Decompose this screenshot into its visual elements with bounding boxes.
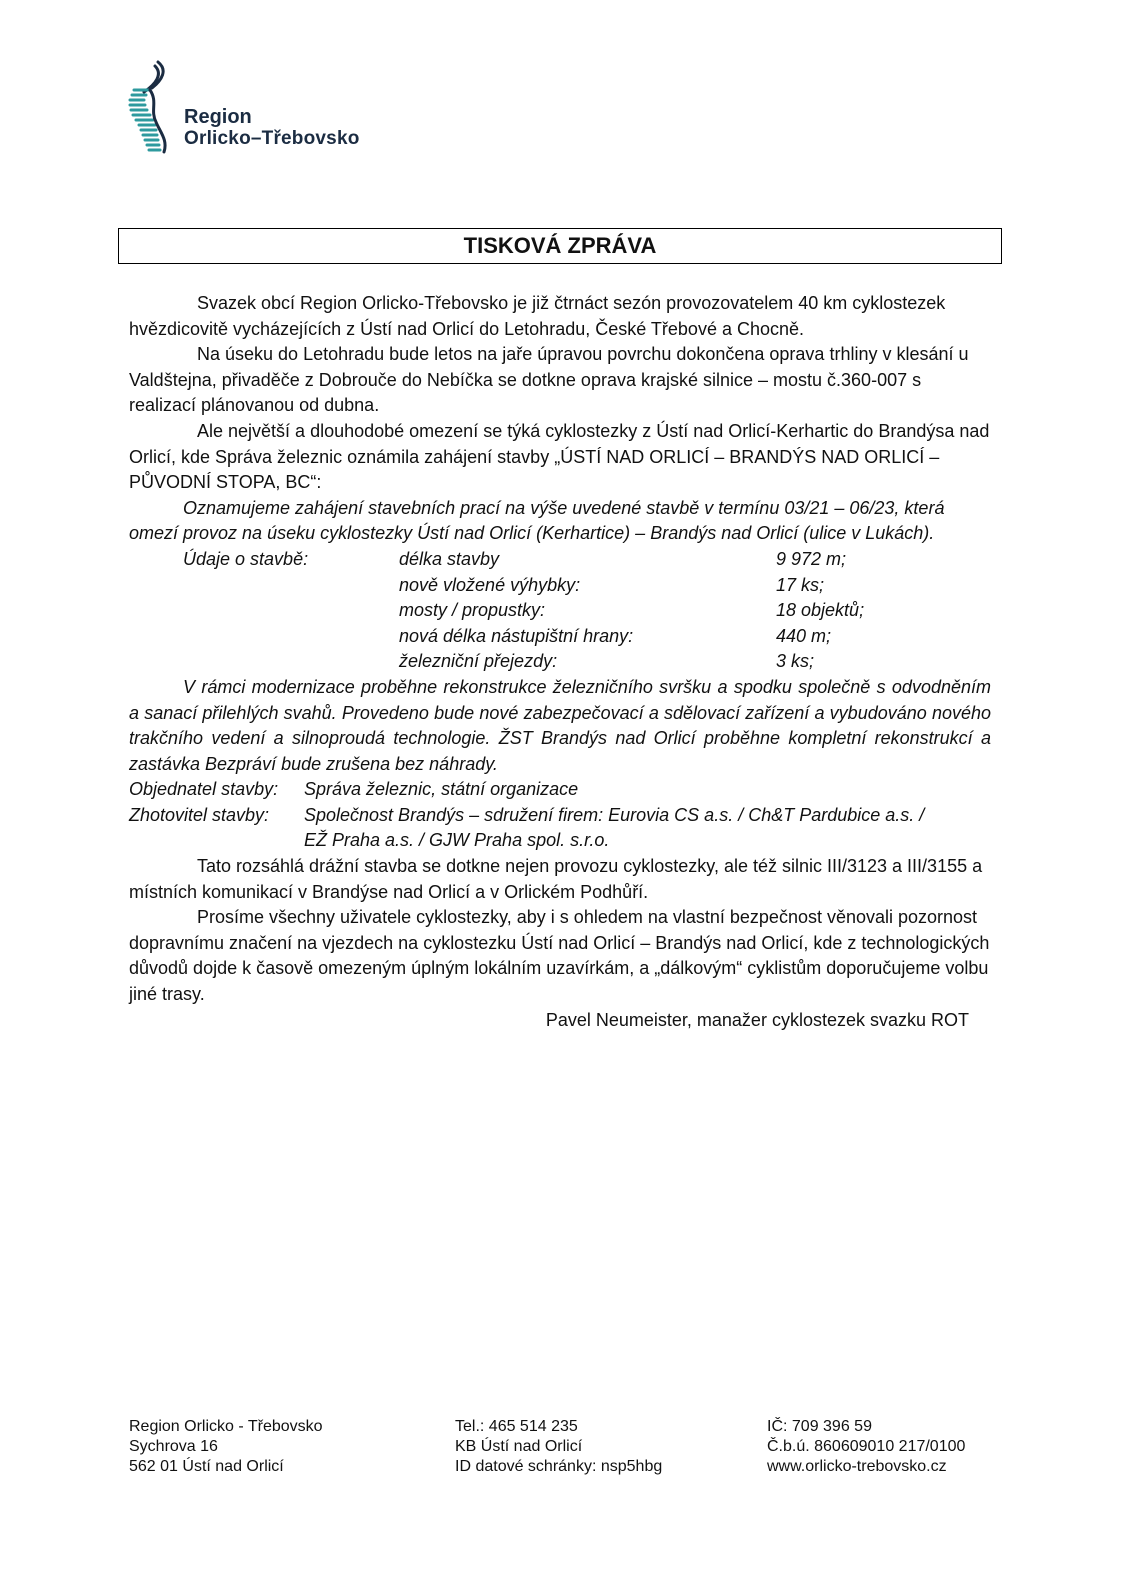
objednatel-label: Objednatel stavby: <box>129 779 279 800</box>
paragraph-6: Tato rozsáhlá drážní stavba se dotkne nejen provozu cyklostezky, ale též silnic III/3123 a III/3155 a místních komunikací v Brandýse nad Orlicí a v Orlickém Podhůří. <box>129 856 983 902</box>
footer-address <box>129 1417 323 1477</box>
stavba-row <box>129 649 991 675</box>
footer-line: Sychrova 16 <box>129 1438 218 1455</box>
zhotovitel-row <box>129 803 991 854</box>
stavba-item-value: 18 objektů; <box>776 600 865 621</box>
stavba-item-value: 9 972 m; <box>776 548 847 569</box>
zhotovitel-line-1: Společnost Brandýs – sdružení firem: Eurovia CS a.s. / Ch&T Pardubice a.s. / <box>304 804 925 825</box>
objednatel-row <box>129 777 991 803</box>
stavba-label: Údaje o stavbě: <box>183 548 309 569</box>
footer-website-link[interactable]: www.orlicko-trebovsko.cz <box>767 1458 947 1475</box>
paragraph-4: Oznamujeme zahájení stavebních prací na výše uvedené stavbě v termínu 03/21 – 06/23, která omezí provoz na úseku cyklostezky Ústí nad Orlicí (Kerhartice) – Brandýs nad Orlicí (ulice v Lukách). <box>129 497 945 544</box>
stavba-item-name: délka stavby <box>399 548 500 569</box>
logo-text <box>184 106 360 150</box>
stavba-item-value: 17 ks; <box>776 574 825 595</box>
logo <box>128 60 418 155</box>
paragraph-5: V rámci modernizace proběhne rekonstrukce železničního svršku a spodku společně s odvodněním a sanací přilehlých svahů. Provedeno bude nové zabezpečovací a sdělovací zařízení a vybudováno nového trakčního vedení a silnoproudá technologie. ŽST Brandýs nad Orlicí proběhne kompletní rekonstrukcí a zastávka Bezpráví bude zrušena bez náhrady. <box>129 676 991 774</box>
logo-line-1: Region <box>184 106 252 128</box>
footer-contact <box>455 1417 662 1477</box>
footer-line: ID datové schránky: nsp5hbg <box>455 1458 663 1475</box>
paragraph-3: Ale největší a dlouhodobé omezení se týká cyklostezky z Ústí nad Orlicí-Kerhartic do Brandýsa nad Orlicí, kde Správa železnic oznámila zahájení stavby „ÚSTÍ NAD ORLICÍ – BRANDÝS NAD ORLICÍ – PŮVODNÍ STOPA, BC“: <box>129 420 990 493</box>
footer-line: Č.b.ú. 860609010 217/0100 <box>767 1438 966 1455</box>
stavba-item-name: železniční přejezdy: <box>399 651 558 672</box>
signature: Pavel Neumeister, manažer cyklostezek svazku ROT <box>545 1009 969 1030</box>
river-wave-logo-icon <box>128 60 188 155</box>
stavba-item-name: nová délka nástupištní hrany: <box>399 625 634 646</box>
footer-ids <box>767 1417 965 1477</box>
footer-line: IČ: 709 396 59 <box>767 1418 872 1435</box>
footer-line: Region Orlicko - Třebovsko <box>129 1418 323 1435</box>
footer-line: KB Ústí nad Orlicí <box>455 1438 583 1455</box>
footer-line: 562 01 Ústí nad Orlicí <box>129 1458 284 1475</box>
stavba-row <box>129 573 991 599</box>
stavba-table <box>129 547 991 675</box>
paragraph-7: Prosíme všechny uživatele cyklostezky, aby i s ohledem na vlastní bezpečnost věnovali pozornost dopravnímu značení na vjezdech na cyklostezku Ústí nad Orlicí – Brandýs nad Orlicí, kde z technologických důvodů dojde k časově omezeným úplným lokálním uzavírkám, a „dálkovým“ cyklistům doporučujeme volbu jiné trasy. <box>129 907 990 1005</box>
paragraph-2: Na úseku do Letohradu bude letos na jaře úpravou povrchu dokončena oprava trhliny v klesání u Valdštejna, přivaděče z Dobrouče do Nebíčka se dotkne oprava krajské silnice – mostu č.360-007 s realizací plánovanou od dubna. <box>129 344 969 416</box>
paragraph-1: Svazek obcí Region Orlicko-Třebovsko je již čtrnáct sezón provozovatelem 40 km cyklostezek hvězdicovitě vycházejících z Ústí nad Orlicí do Letohradu, České Třebové a Chocně. <box>129 293 946 339</box>
stavba-item-value: 3 ks; <box>776 651 815 672</box>
stavba-row <box>129 598 991 624</box>
zhotovitel-line-2: EŽ Praha a.s. / GJW Praha spol. s.r.o. <box>304 830 610 851</box>
objednatel-value: Správa železnic, státní organizace <box>304 779 579 800</box>
press-release-body <box>129 291 991 1033</box>
stavba-item-value: 440 m; <box>776 625 832 646</box>
stavba-row <box>129 547 991 573</box>
footer-phone: Tel.: 465 514 235 <box>455 1418 578 1435</box>
stavba-row <box>129 624 991 650</box>
logo-line-2: Orlicko–Třebovsko <box>184 128 360 149</box>
stavba-item-name: nově vložené výhybky: <box>399 574 581 595</box>
page-title: TISKOVÁ ZPRÁVA <box>118 228 1002 264</box>
zhotovitel-label: Zhotovitel stavby: <box>129 804 270 825</box>
stavba-item-name: mosty / propustky: <box>399 600 546 621</box>
